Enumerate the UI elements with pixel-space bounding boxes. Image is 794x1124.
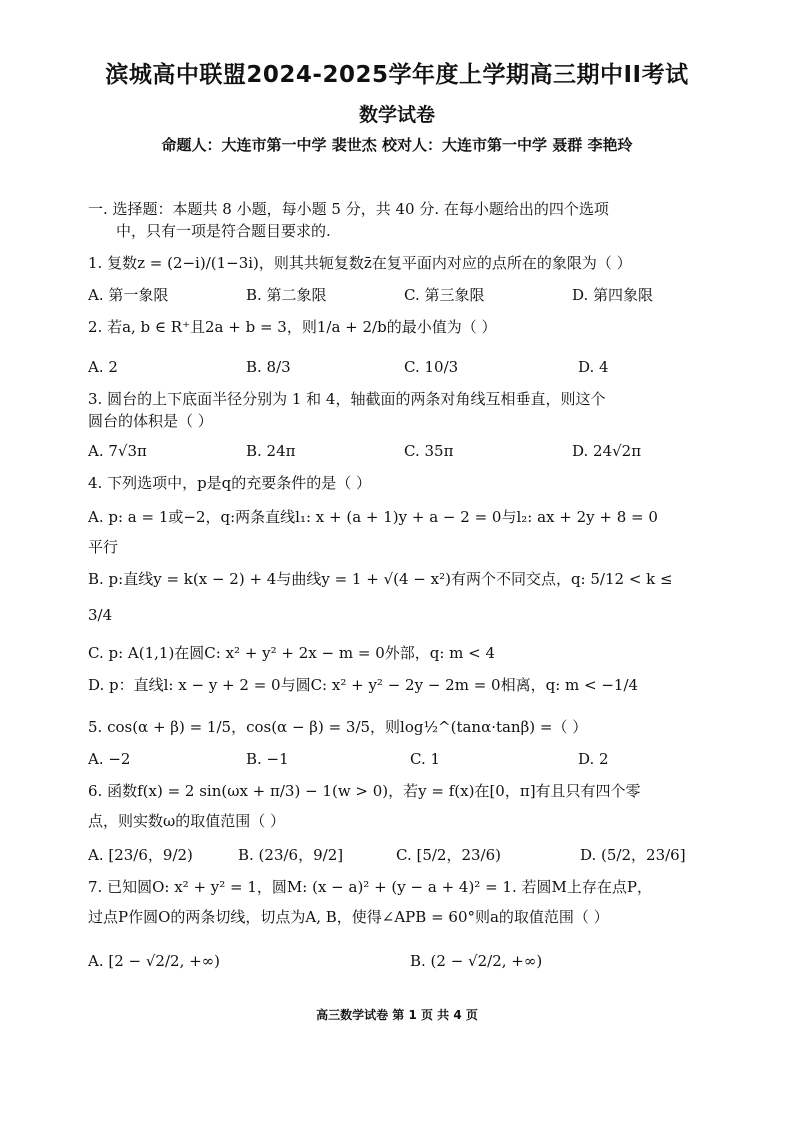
section-heading-cont: 中，只有一项是符合题目要求的. — [116, 222, 331, 240]
q5-option-c: C. 1 — [410, 750, 441, 768]
q1-option-c: C. 第三象限 — [404, 286, 485, 304]
question-5: 5. cos(α + β) = 1/5，cos(α − β) = 3/5，则log½^(tanα·tanβ) =（ ） — [88, 718, 588, 736]
page-footer: 高三数学试卷 第 1 页 共 4 页 — [316, 1008, 478, 1022]
q7-option-a: A. [2 − √2/2, +∞) — [88, 952, 221, 970]
q6-option-d: D. (5/2，23/6] — [580, 846, 686, 864]
q1-option-d: D. 第四象限 — [572, 286, 654, 304]
question-7-cont: 过点P作圆O的两条切线，切点为A, B，使得∠APB = 60°则a的取值范围（ ） — [88, 908, 609, 926]
q2-option-b: B. 8/3 — [246, 358, 291, 376]
exam-subtitle: 数学试卷 — [358, 104, 435, 126]
q3-option-b: B. 24π — [246, 442, 296, 460]
q6-option-a: A. [23/6，9/2) — [88, 846, 193, 864]
q5-option-b: B. −1 — [246, 750, 289, 768]
q4-option-d: D. p：直线l: x − y + 2 = 0与圆C: x² + y² − 2y − 2m = 0相离，q: m < −1/4 — [88, 676, 639, 694]
q7-option-b: B. (2 − √2/2, +∞) — [410, 952, 543, 970]
q4-option-a: A. p: a = 1或−2，q:两条直线l₁: x + (a + 1)y + a − 2 = 0与l₂: ax + 2y + 8 = 0 — [88, 508, 658, 526]
q3-option-a: A. 7√3π — [88, 442, 147, 460]
question-6: 6. 函数f(x) = 2 sin(ωx + π/3) − 1(w > 0)，若y = f(x)在[0，π]有且只有四个零 — [88, 782, 641, 800]
q5-option-a: A. −2 — [88, 750, 131, 768]
section-heading: 一. 选择题：本题共 8 小题，每小题 5 分，共 40 分. 在每小题给出的四个选项 — [88, 200, 609, 218]
exam-authors: 命题人：大连市第一中学 裴世杰 校对人：大连市第一中学 聂群 李艳玲 — [161, 136, 633, 154]
question-3-cont: 圆台的体积是（ ） — [88, 412, 213, 430]
q1-option-a: A. 第一象限 — [88, 286, 169, 304]
question-3: 3. 圆台的上下底面半径分别为 1 和 4，轴截面的两条对角线互相垂直，则这个 — [88, 390, 606, 408]
q3-option-d: D. 24√2π — [572, 442, 642, 460]
question-6-cont: 点，则实数ω的取值范围（ ） — [88, 812, 286, 830]
q2-option-a: A. 2 — [88, 358, 118, 376]
question-4: 4. 下列选项中，p是q的充要条件的是（ ） — [88, 474, 372, 492]
q6-option-c: C. [5/2，23/6) — [396, 846, 502, 864]
q2-option-c: C. 10/3 — [404, 358, 459, 376]
exam-title: 滨城高中联盟2024-2025学年度上学期高三期中II考试 — [105, 62, 689, 88]
q4-option-b: B. p:直线y = k(x − 2) + 4与曲线y = 1 + √(4 − x²)有两个不同交点，q: 5/12 < k ≤ — [88, 570, 673, 588]
question-7: 7. 已知圆O: x² + y² = 1，圆M: (x − a)² + (y − a + 4)² = 1. 若圆M上存在点P， — [88, 878, 652, 896]
q4-option-c: C. p: A(1,1)在圆C: x² + y² + 2x − m = 0外部，q: m < 4 — [88, 644, 496, 662]
q3-option-c: C. 35π — [404, 442, 454, 460]
q4-option-a-cont: 平行 — [88, 538, 119, 556]
q5-option-d: D. 2 — [578, 750, 609, 768]
q2-option-d: D. 4 — [578, 358, 609, 376]
q4-option-b-cont: 3/4 — [88, 606, 113, 624]
q1-option-b: B. 第二象限 — [246, 286, 327, 304]
question-2: 2. 若a, b ∈ R⁺且2a + b = 3，则1/a + 2/b的最小值为（ ） — [88, 318, 497, 336]
q6-option-b: B. (23/6，9/2] — [238, 846, 344, 864]
question-1: 1. 复数z = (2−i)/(1−3i)，则其共轭复数z̄在复平面内对应的点所在的象限为（ ） — [88, 254, 632, 272]
